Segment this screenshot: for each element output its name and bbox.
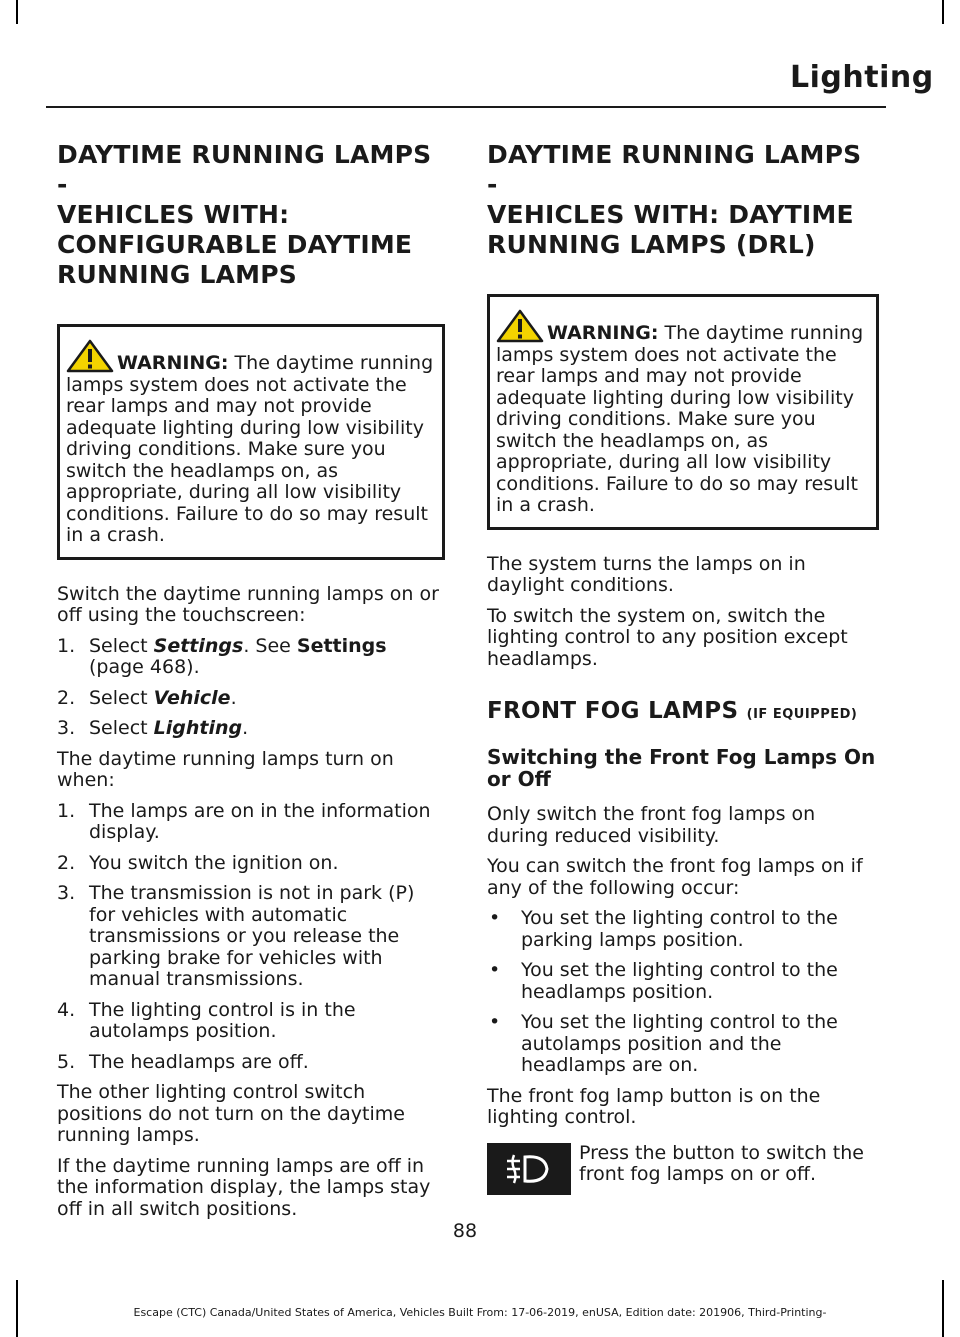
list-item	[57, 1000, 445, 1043]
fog-button-instruction: Press the button to switch the front fog lamps on or off.	[579, 1141, 864, 1185]
subheading-switching-fog-lamps: Switching the Front Fog Lamps On or Off	[487, 745, 876, 791]
list-item	[57, 1052, 445, 1074]
paragraph: The other lighting control switch positions do not turn on the daytime running lamps.	[57, 1081, 405, 1146]
heading-line: RUNNING LAMPS (DRL)	[487, 230, 816, 259]
heading-line: RUNNING LAMPS	[57, 260, 297, 289]
heading-line: DAYTIME RUNNING LAMPS -	[57, 140, 432, 199]
paragraph: To switch the system on, switch the lighting control to any position except headlamps.	[487, 604, 848, 670]
list-item	[57, 883, 445, 991]
heading-text: FRONT FOG LAMPS	[487, 698, 739, 724]
footer-edition-info: Escape (CTC) Canada/United States of America, Vehicles Built From: 17-06-2019, enUSA, Edition date: 201906, Third-Printing-	[133, 1306, 827, 1319]
section-heading-drl	[487, 140, 879, 260]
condition-text: The lamps are on in the information display.	[89, 799, 431, 843]
step-text: (page 468).	[89, 656, 200, 678]
fog-button-row	[487, 1143, 879, 1233]
list-item	[57, 718, 445, 740]
left-column	[57, 140, 445, 1229]
condition-text: The headlamps are off.	[89, 1050, 309, 1073]
list-item	[487, 1012, 879, 1077]
step-number: 5.	[57, 1050, 76, 1073]
touchscreen-intro: Switch the daytime running lamps on or off using the touchscreen:	[57, 582, 439, 626]
step-text: Select	[89, 717, 154, 739]
settings-menu-label: Settings	[153, 634, 244, 657]
condition-text: The transmission is not in park (P) for vehicles with automatic transmissions or you release the parking brake for vehicles with manual transmissions.	[89, 882, 415, 990]
list-item	[57, 688, 445, 710]
list-item	[57, 636, 445, 679]
step-number: 1.	[57, 799, 76, 822]
warning-label: WARNING:	[117, 352, 229, 374]
bullet: •	[489, 1011, 501, 1033]
warning-triangle-icon	[496, 309, 544, 343]
crop-mark	[942, 0, 944, 24]
heading-line: VEHICLES WITH:	[57, 200, 290, 229]
step-number: 2.	[57, 851, 76, 874]
paragraph: If the daytime running lamps are off in the information display, the lamps stay off in all switch positions.	[57, 1154, 431, 1220]
paragraph: Only switch the front fog lamps on during reduced visibility.	[487, 803, 816, 847]
front-fog-lamp-icon	[487, 1143, 571, 1195]
settings-cross-reference: Settings	[296, 634, 387, 657]
list-item	[57, 853, 445, 875]
warning-triangle-icon	[66, 339, 114, 373]
paragraph: You can switch the front fog lamps on if any of the following occur:	[487, 855, 863, 899]
list-item	[487, 908, 879, 951]
step-number: 2.	[57, 686, 76, 709]
step-text: Select	[89, 686, 154, 709]
paragraph: The front fog lamp button is on the lighting control.	[487, 1084, 821, 1128]
fog-conditions-list	[487, 908, 879, 1077]
heading-line: VEHICLES WITH: DAYTIME	[487, 200, 854, 229]
lighting-menu-label: Lighting	[153, 717, 243, 739]
list-item	[57, 801, 445, 844]
right-column	[487, 140, 879, 1233]
condition-text: You switch the ignition on.	[89, 851, 339, 874]
crop-mark	[16, 0, 18, 24]
bullet: •	[489, 959, 501, 981]
page-number: 88	[452, 1220, 478, 1242]
section-heading-configurable-drl	[57, 140, 445, 290]
if-equipped-tag: (IF EQUIPPED)	[746, 707, 858, 722]
turn-on-intro: The daytime running lamps turn on when:	[57, 747, 394, 791]
settings-steps	[57, 636, 445, 740]
bullet-text: You set the lighting control to the autolamps position and the headlamps are on.	[521, 1011, 838, 1076]
warning-label: WARNING:	[547, 322, 659, 344]
section-heading-front-fog-lamps	[487, 698, 879, 724]
warning-text: The daytime running lamps system does not activate the rear lamps and may not provide adequate lighting during low visibility driving conditions. Make sure you switch the headlamps on, as appropriate, during all low visibility conditions. Failure to do so may result in a crash.	[66, 352, 434, 546]
warning-text: The daytime running lamps system does not activate the rear lamps and may not provide adequate lighting during low visibility driving conditions. Make sure you switch the headlamps on, as appropriate, during all low visibility conditions. Failure to do so may result in a crash.	[496, 322, 864, 516]
paragraph: The system turns the lamps on in daylight conditions.	[487, 552, 806, 596]
step-text: .	[242, 717, 249, 739]
step-number: 3.	[57, 882, 76, 904]
condition-text: The lighting control is in the autolamps position.	[89, 998, 356, 1042]
bullet-text: You set the lighting control to the headlamps position.	[521, 959, 838, 1003]
page-header-title: Lighting	[790, 60, 934, 95]
step-text: .	[230, 686, 237, 709]
step-number: 3.	[57, 717, 76, 739]
heading-line: DAYTIME RUNNING LAMPS -	[487, 140, 862, 199]
turn-on-conditions	[57, 801, 445, 1074]
bullet-text: You set the lighting control to the parking lamps position.	[521, 907, 838, 951]
vehicle-menu-label: Vehicle	[153, 686, 231, 709]
header-divider	[46, 106, 886, 108]
step-text: Select	[89, 634, 154, 657]
heading-line: CONFIGURABLE DAYTIME	[57, 230, 413, 259]
warning-box	[487, 294, 879, 530]
step-number: 4.	[57, 998, 76, 1021]
list-item	[487, 960, 879, 1003]
warning-box	[57, 324, 445, 560]
bullet: •	[489, 907, 501, 929]
step-text: . See	[243, 634, 297, 657]
step-number: 1.	[57, 634, 76, 657]
